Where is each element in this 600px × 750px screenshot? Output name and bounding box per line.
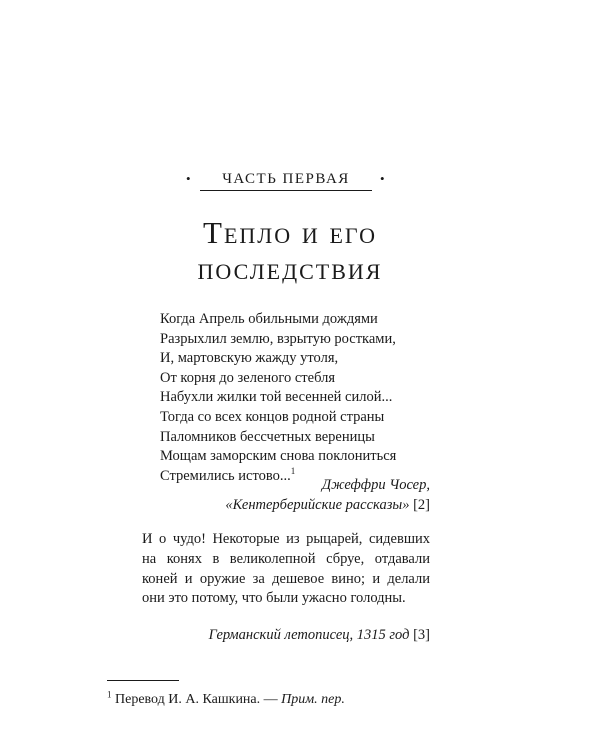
part-header (186, 170, 386, 192)
poem-attribution (225, 476, 430, 515)
poem-author: Джеффри Чосер, (321, 477, 430, 493)
poem-line: Тогда со всех концов родной страны (160, 408, 385, 425)
poem-line: От корня до зеленого стебля (160, 369, 335, 386)
footnote-divider (107, 680, 179, 681)
footnote-mark: 1 (290, 465, 296, 476)
chapter-title (120, 215, 460, 287)
epigraph-poem (160, 310, 440, 486)
chronicle-source: Германский летописец, 1315 год (208, 627, 410, 643)
part-underline (200, 190, 372, 191)
chronicle-quote: И о чудо! Некоторые из рыцарей, сидевших на конях в великолепной сбруе, отдавали коней и оружие за дешевое вино; и делали они это потому, что были ужасно голодны. (142, 531, 430, 607)
poem-line: Разрыхлил землю, взрытую ростками, (160, 330, 396, 347)
chapter-title-line-1: Тепло и его (203, 215, 377, 250)
poem-line: Набухли жилки той весенней силой... (160, 389, 393, 406)
chronicle-ref: [3] (413, 627, 430, 643)
chapter-title-line-2: последствия (197, 251, 383, 286)
footnote-number: 1 (107, 689, 112, 700)
poem-line: И, мартовскую жажду утоля, (160, 350, 339, 367)
part-label: ЧАСТЬ ПЕРВАЯ (222, 171, 350, 187)
poem-line: Паломников бессчетных вереницы (160, 428, 375, 445)
poem-work (225, 496, 430, 516)
bullet-right: • (379, 171, 386, 186)
footnote (107, 691, 345, 709)
footnote-text: Перевод И. А. Кашкина. — (115, 692, 278, 707)
poem-line: Когда Апрель обильными дождями (160, 311, 378, 327)
poem-ref: [2] (413, 496, 430, 513)
poem-line-text: Стремились истово... (160, 467, 291, 484)
chronicle-attribution (209, 626, 430, 646)
poem-work-title: «Кентерберийские рассказы» (225, 496, 410, 513)
footnote-note: Прим. пер. (281, 692, 345, 707)
bullet-left: • (186, 171, 193, 186)
poem-line: Мощам заморским снова поклониться (160, 448, 397, 465)
